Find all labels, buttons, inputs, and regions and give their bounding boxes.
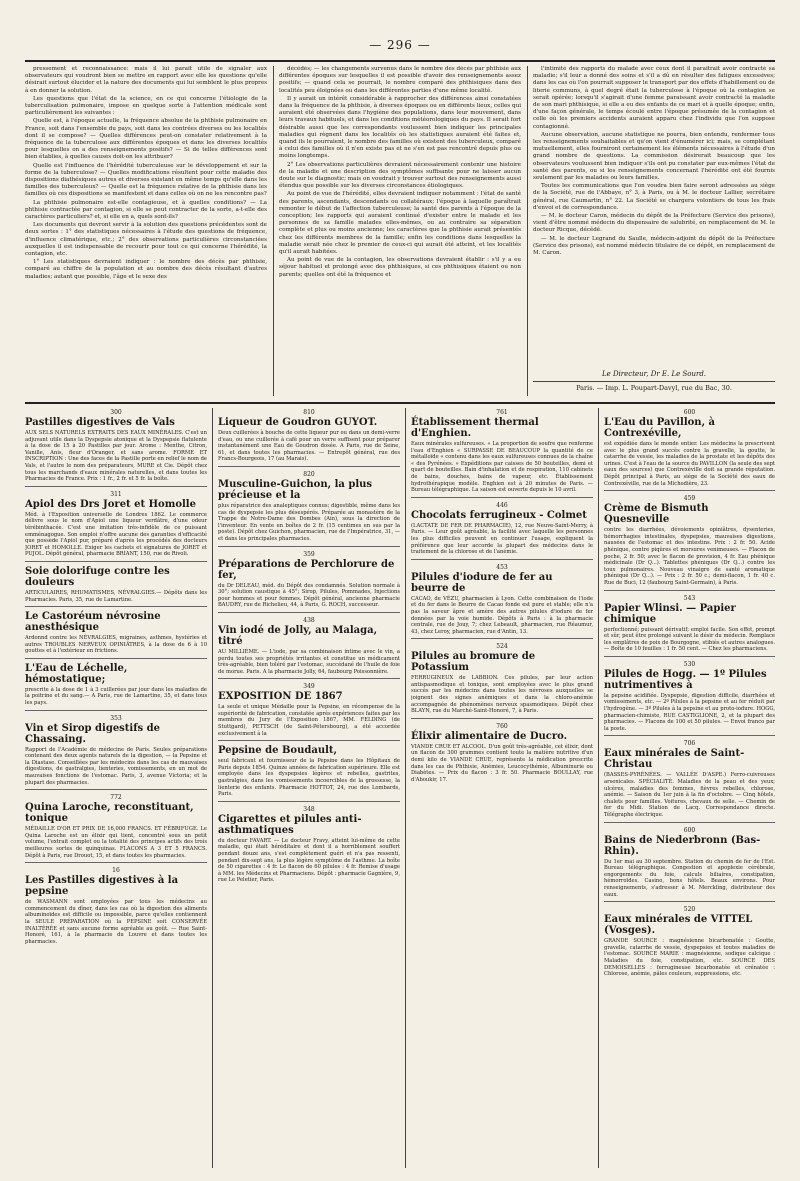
ad-body: La seule et unique Médaille pour la Pepsine, en récompense de la supériorité de fabrication, constatée après expériences faites par les membres du Jury de l'Exposition 1867, MM. FELDING (de Stuttgard), PETTSCH (de Saint-Pétersbourg), a été accordée exclusivement à la [218, 704, 400, 737]
ad-title: Les Pastilles digestives à la pepsine [25, 875, 179, 898]
ad-number: 459 [683, 495, 696, 503]
advertisement [604, 409, 775, 491]
ads-column-3 [411, 408, 593, 1128]
ad-title: Liqueur de Goudron GUYOT. [218, 417, 378, 428]
ad-body: perfectionné; puissant dérivatif; emploi facile. Son effet, prompt et sûr, peut être prolongé suivant le désir du médecin. Remplace les emplâtres de poix de Bourgogne, stibiés et autres analogues. — Boîte de 10 feuilles : 1 fr. 50 cent. — Chez les pharmaciens. [604, 626, 775, 653]
director-signature: Le Directeur, Dr E. Le Sourd. [601, 370, 707, 378]
ad-body: plus réparatrice des analeptiques connus; digestible, même dans les cas de dyspepsie les plus désespérés. Préparée au monastère de la Trappe de Notre-Dame des Dombes (Ain), sous la direction de l'inventeur. En vente en boîtes de 2 fr. (15 centimes en sus par la poste). Dépôt chez Guichon, pharmacien, rue de l'Impératrice, 31, — et dans les principales pharmacies. [218, 502, 400, 542]
article-column-1 [25, 66, 267, 396]
column-divider [273, 66, 274, 396]
ad-number: 453 [496, 563, 508, 571]
ad-number: 353 [110, 714, 122, 722]
advertisement [218, 471, 400, 547]
ad-number: 349 [303, 683, 315, 691]
ad-number: 16 [112, 867, 120, 875]
ads-column-4 [604, 408, 775, 1128]
ad-number: 760 [496, 722, 508, 730]
ad-number: 820 [303, 470, 315, 478]
ad-title: Papier Wlinsi. — Papier chimique [604, 602, 736, 625]
ad-number: 438 [303, 616, 315, 624]
advertisement [411, 723, 593, 787]
ad-body: Eaux minérales sulfureuses. « La proportion de soufre que renferme l'eau d'Enghien « SURPASSE DE BEAUCOUP la quantité de ce métalloïde « contenu dans les eaux sulfureuses connues de la chaîne « des Pyrénées. » Expéditions par caisses de 50 bouteilles, demi et quart de bouteilles. Bain d'inhalation et de respiration, 110 cabinets de bains, douches, bains de vapeur, etc. Établissement hydrothérapique modèle. Enghien est à 20 minutes de Paris. — Bureau télégraphique. La saison est ouverte depuis le 10 avril. [411, 441, 593, 494]
article-column-3 [533, 66, 775, 366]
ad-number: 446 [496, 501, 508, 509]
advertisement [25, 715, 207, 791]
ad-title: Soie dolorifuge contre les douleurs [25, 565, 170, 588]
ad-body: la pepsine acidifiée. Dyspepsie, digestion difficile, diarrhées et vomissements, etc. — 2º Pilules à la pepsine et au fer réduit par l'hydrogène. — 3º Pilules à la pepsine et au proto-iodure. HOGG, pharmacien-chimiste, RUE CASTIGLIONE, 2, et la plupart des pharmacies. — Flacons de 100 et 50 pilules. — Envoi franco par la poste. [604, 692, 775, 732]
ad-body: est expédiée dans le monde entier. Les médecins la prescrivent avec le plus grand succès contre la gravelle, la goutte, le catarrhe de vessie, les maladies de la prostate et les dépôts des urines. C'est à l'eau de la source du PAVILLON (la seule des sept eaux des sources) que Contrexéville doit sa grande réputation. Dépôt principal à Paris, au siège de la Société des eaux de Contrexéville, rue de la Michodière, 23. [604, 441, 775, 487]
column-divider [405, 408, 406, 1168]
column-divider [598, 408, 599, 1168]
advertisement [218, 683, 400, 741]
advertisement [604, 906, 775, 981]
ad-number: 524 [496, 643, 508, 651]
ad-number: 600 [683, 409, 696, 416]
advertisement [604, 827, 775, 903]
ad-title: Eaux minérales de VITTEL (Vosges). [604, 914, 753, 937]
ads-section-rule [25, 402, 775, 404]
ad-title: Musculine-Guichon, la plus précieuse et la [218, 478, 373, 501]
advertisement [25, 566, 207, 607]
advertisement [218, 806, 400, 887]
article-paragraph: pressement et reconnaissance: mais il lui paraît utile de signaler aux observateurs qui voudront bien se mettre en rapport avec elle les questions qu'elle désirait surtout élucider et la nature des documents qui lui semblent le plus propres à en donner la solution. [25, 66, 267, 94]
advertisement [25, 491, 207, 562]
advertisement [604, 740, 775, 822]
advertisement [218, 617, 400, 679]
ad-body: du docteur FAVART. — Le docteur Fravy, atteint lui-même de cette maladie, qui était héréditaire et dont il a horriblement souffert pendant douze ans, s'est complètement guéri et n'a pas ressenti, pendant dix-sept ans, la plus légère symptôme de l'asthme. La boîte de 50 cigarettes : 4 fr. Le flacon de 60 pilules : 4 fr. Remise d'usage à MM. les Médecins et Pharmaciens. Dépôt : pharmacie Gagnière, 9, rue Le Peletier, Paris. [218, 837, 400, 884]
article-paragraph: Quelle est l'influence de l'hérédité tuberculeuse sur le développement et sur la forme de la tuberculose? — Quelles modifications résultent pour cette maladie des dispositions diathésiques autres et diverses existant en même temps qu'elle dans les familles des tuberculeux? — Quelle est la fréquence relative de la phthisie dans les familles où ces dispositions se manifestent et dans celles où on ne les rencontre pas? [25, 162, 267, 198]
ad-number: 300 [110, 409, 122, 416]
ads-column-1 [25, 408, 207, 1128]
ad-title: EXPOSITION DE 1867 [218, 691, 343, 703]
article-paragraph: 2° Les observations particulières devraient nécessairement contenir une histoire de la maladie et une description des symptômes suffisante pour ne laisser aucun doute sur le diagnostic; mais on voudrait y trouver surtout des renseignements aussi étendus que possible sur les diverses circonstances étiologiques. [279, 161, 521, 190]
advertisement [218, 745, 400, 802]
advertisement [25, 663, 207, 711]
ad-body: VIANDE CRUE ET ALCOOL. D'un goût très-agréable, cet élixir, dont un flacon de 300 grammes contient toute la matière nutritive d'un demi kilo de VIANDE CRUE, représente la médication prescrite dans les cas de Phthisie, Anémies, Leucocythémie, Albuminurie ou Diabètes. — Prix du flacon : 3 fr. 50. Pharmacie BOULLAY, rue d'Aboukir, 17. [411, 743, 593, 783]
advertisement [411, 564, 593, 640]
ad-title: Pepsine de Boudault, [218, 745, 338, 757]
article-paragraph: — M. le docteur Caron, médecin du dépôt de la Préfecture (Service des prisons), vient d'être nommé médecin du dispensaire de salubrité, en remplacement de M. le docteur Ricque, décédé. [533, 213, 775, 234]
ad-body: Méd. à l'Exposition universelle de Londres 1862. Le commerce délivre sous le nom d'Apiol une liqueur verdâtre, d'une odeur térébinthacée. C'est une imitation très-infidèle de ce puissant emménagogue. Son emploi n'offre aucune des garanties d'efficacité que possède l'Apiol pur, préparé d'après les procédés des docteurs JORET et HOMOLLE. Exiger les cachets et signatures de JORET et PUJOL. Dépôt général, pharmacie BRIANT, 150, rue de Rivoli. [25, 511, 207, 558]
ad-title: Vin iodé de Jolly, au Malaga, titré [218, 624, 378, 647]
ad-body: CACAO, de VÉZU, pharmacien à Lyon. Cette combinaison de l'iode et du fer dans le Beurre de Cacao fonde est pure et stable; elle n'a pas la saveur âpre et amère des autres pilules d'iodure de fer données par la voie humide. Dépôts à Paris : à la pharmacie centrale, rue de Jouy, 7; chez Lebeault, pharmacien, rue Réaumur, 43, chez Leroy, pharmacien, rue d'Antin, 13. [411, 595, 593, 635]
ad-number: 810 [303, 409, 315, 416]
column-divider [212, 408, 213, 1168]
advertisement [604, 595, 775, 657]
ad-title: Préparations de Perchlorure de fer, [218, 558, 395, 581]
ad-number: 311 [110, 490, 122, 498]
ad-body: Rapport de l'Académie de médecine de Paris. Seules préparations contenant des deux agents naturels de la digestion, — la Pepsine et la Diastase. Conseillées par les médecins dans les cas de mauvaises digestions, de gastralgies, lienteries, vomissements, en un mot de mauvaises fonctions de l'estomac. Paris, 3, avenue Victoria; et la plupart des pharmacies. [25, 746, 207, 786]
top-rule [25, 60, 775, 62]
advertisement [25, 611, 207, 659]
ad-body: FERRUGINEUX de LABBION. Ces pilules, par leur action antispasmodique et tonique, sont employées avec le plus grand succès par les médecins dans toutes les névroses auxquelles se joignent des signes anémiques et dans la chloro-anémie accompagnée de phénomènes nerveux spasmodiques. Dépôt chez BLAYN, rue du Marché-Saint-Honoré, 7, à Paris. [411, 675, 593, 715]
article-paragraph: Les documents qui devront servir à la solution des questions précédentes sont de deux sortes : 1° des statistiques nécessaires à l'étude des questions de fréquence, d'influence climatérique, etc.; 2° des observations particulières circonstanciées auxquelles il est indispensable de recourir pour tout ce qui concerne l'hérédité, la contagion, etc. [25, 222, 267, 258]
ad-body: (LACTATE DE FER DE PHARMACIE), 12, rue Neuve-Saint-Merry, à Paris. — Leur goût agréable, la facilité avec laquelle les personnes les plus difficiles peuvent en continuer l'usage, expliquent la préférence que leur accorde la plupart des médecins dans le traitement de la chlorose et de l'anémie. [411, 522, 593, 556]
advertisement [25, 409, 207, 487]
advertisement [604, 661, 775, 737]
ad-body: MÉDAILLE D'OR ET PRIX DE 16,000 FRANCS. ET FÉBRIFUGE. Le Quina Laroche est un élixir qui tient, concentré sous un petit volume, l'extrait complet ou la totalité des principes actifs des trois meilleures sortes de quinquinas. FLACONS A 3 ET 5 FRANCS. Dépôt à Paris, rue Drouot, 15, et dans toutes les pharmacies. [25, 826, 207, 859]
ad-title: Quina Laroche, reconstituant, tonique [25, 802, 194, 825]
article-paragraph: — M. le docteur Legrand du Saulle, médecin-adjoint du dépôt de la Préfecture (Service des prisons), est nommé médecin titulaire de ce dépôt, en remplacement de M. Caron. [533, 235, 775, 257]
ad-body: contre les diarrhées, dévoiements opiniâtres, dysenteries, hémorrhagies intestinales, dyspepsies, mauvaises digestions, nausées de l'estomac et des intestins. Prix : 2 fr. 50. Acide phénique, contre piqûres et morsures venimeuses. — Flacon de poche, 2 fr. 50; avec le flacon de provision, 4 fr. Eau phénique médicinale (Dr Q...). Tablettes phéniques (Dr Q...) contre les toux pulmonaires. Nouveau vinaigre de santé aromatique phéniqué (Dr Q...). — Prix : 2 fr. 50 c.; demi-flacon, 1 fr. 40 c. Rue de Buci, 12 (faubourg Saint-Germain), à Paris. [604, 527, 775, 586]
ad-title: Élixir alimentaire de Ducro. [411, 730, 568, 742]
imprint-rule [533, 381, 775, 382]
ad-title: Chocolats ferrugineux - Colmet [411, 509, 587, 521]
article-paragraph: l'intimité des rapports du malade avec ceux dont il paraîtrait avoir contracté sa maladie; s'il leur a donné des soins et s'il a dû en résulter des fatigues excessives; dans les cas où l'on pourrait supposer le transport par des effets d'habillement ou de literie communs, à quel degré était la tuberculose à l'époque où la contagion se serait opérée; lorsqu'il s'agirait d'une femme paraissant avoir contracté la maladie de son mari phthisique, si elle a eu des enfants de ce mari et à quelle époque; enfin, d'une façon générale, le temps écoulé entre l'époque présumée de la contagion et celle où les premiers accidents auraient apparu chez l'individu que l'on suppose contagionné. [533, 66, 775, 130]
ad-body: (BASSES-PYRÉNÉES. — VALLÉE D'ASPE.) Ferro-cuivreuses arsenicales. SPÉCIALITÉ. Maladies de la peau et des yeux; ulcères, maladies des femmes, fièvres rebelles, chlorose, anémie. — Saison du 1er juin à la fin d'octobre. — Cinq hôtels, chalets pour familles. Voitures, chevaux de selle. — Chemin de fer du Midi. Station de Lacq. Correspondance directe. Télégraphe électrique. [604, 772, 775, 818]
ad-body: du Dr DELEAU, méd. du Dépôt des condamnés. Solution normale à 30°; solution caustique à 45°; Sirop, Pilules, Pommades, Injections pour hommes et pour femmes. Dépôt général, ancienne pharmacie BAUDRY, rue de Richelieu, 44, à Paris, G. ROCH, successeur. [218, 582, 400, 609]
ad-body: AUX SELS NATURELS EXTRAITS DES EAUX MINÉRALES. C'est un adjuvant utile dans la Dyspepsie atonique et la Dyspepsie flatulente à la dose de 15 à 20 Pastilles par jour. Arome : Menthe, Citron, Vanille, Anis, fleur d'Oranger, et sans arome. FORME ET INSCRIPTION : Une des faces de la Pastille porte en relief le nom de Vals, et l'autre le nom des préparateurs, MURE et Cie. Dépôt chez tous les marchands d'eaux minérales naturelles, et dans toutes les Pharmacies de France. Prix : 1 fr., 2 fr. et 5 fr. la boîte. [25, 430, 207, 483]
ad-body: GRANDE SOURCE : magnésienne bicarbonatée : Goutte, gravelle, catarrhe de vessie, dyspepsies et toutes maladies de l'estomac. SOURCE MARIE : magnésienne, sodique calcique : Maladies du foie, constipation, etc. SOURCE DES DEMOISELLES : ferrugineuse bicarbonatée et crénatée : Chlorose, anémie, pâles couleurs, suppressions, etc. [604, 938, 775, 978]
ad-title: L'Eau de Léchelle, hémostatique; [25, 662, 128, 685]
ad-number: 359 [303, 550, 315, 558]
ad-title: Pastilles digestives de Vals [25, 417, 175, 428]
imprint: Paris. — Imp. L. Poupart-Davyl, rue du Bac, 30. [576, 384, 732, 392]
ad-number: 543 [683, 594, 696, 602]
ad-number: 761 [496, 409, 508, 416]
ad-title: Le Castoréum névrosine anesthésique [25, 611, 161, 634]
ad-body: ARTICULAIRES, RHUMATISMES, NÉVRALGIES.— Dépôts dans les Pharmacies. Paris, 35, rue de Lamartine. [25, 589, 207, 603]
article-paragraph: Il y aurait un intérêt considérable à rapprocher des différences ainsi constatées dans la fréquence de la phthisie, à diverses époques ou en différents lieux, celles qui auraient été observées dans l'hygiène des populations, dans leur mouvement, dans leurs travaux habituels, et dans les conditions météorologiques du pays. Il serait fort désirable aussi que les correspondants voulussent bien indiquer les principales maladies qui règnent dans les localités où les statistiques auraient été faites et, quand ils le pourraient, le nombre des familles où existent des tuberculeux, comparé à celui des familles où il n'en existe pas et ne s'en est pas rencontré depuis plus ou moins longtemps. [279, 95, 521, 160]
ad-number: 600 [683, 826, 696, 834]
ads-column-2 [218, 408, 400, 1128]
advertisement [604, 495, 775, 590]
ad-title: Pilules au bromure de Potassium [411, 651, 536, 674]
article-paragraph: Toutes les communications que l'on voudra bien faire seront adressées au siège de la Société, rue de l'Abbaye, n° 3, à Paris, ou à M. le docteur Lallier, secrétaire général, rue Caumartin, n° 22. La Société se chargera volontiers de tous les frais d'envoi et de correspondance. [533, 183, 775, 211]
advertisement [25, 867, 207, 948]
ad-number: 530 [683, 660, 696, 668]
article-paragraph: Les questions que l'état de la science, en ce qui concerne l'étiologie de la tuberculisation pulmonaire, impose en quelque sorte à l'attention médicale sont particulièrement les suivantes : [25, 95, 267, 117]
ad-title: Apiol des Drs Joret et Homolle [25, 498, 196, 510]
advertisement [218, 551, 400, 613]
ad-number: 706 [683, 740, 696, 748]
advertisement [411, 409, 593, 498]
ad-number: 772 [110, 794, 122, 802]
ad-body: Deux cuillerées à bouche de cette liqueur pur ou dans un demi-verre d'eau, ou une cuillerée à café pour un verre suffisent pour préparer instantanément une Eau de Goudron dosée. A Paris, rue de Seine, 61, et dans toutes les pharmacies. — Entrepôt général, rue des Francs-Bourgeois, 17 (au Marais). [218, 430, 400, 463]
page-number: — 296 — [369, 38, 431, 52]
ad-body: AU MILLIÈME. — L'iode, par sa combinaison intime avec le vin, a perdu toutes ses propriétés irritantes et constitue un médicament très-agréable, bien toléré par l'estomac, succédané de l'huile de foie de morue. Paris. A la pharmacie Jolly, 64, faubourg Poissonnière. [218, 648, 400, 675]
article-paragraph: Au point de vue de la contagion, les observations devraient établir : s'il y a eu séjour habituel et prolongé avec des phthisiques, si ces phthisiques étaient ou non parents; quelles ont été la fréquence et [279, 257, 521, 278]
advertisement [411, 502, 593, 560]
ad-number: 520 [683, 906, 696, 914]
ad-title: Bains de Niederbronn (Bas-Rhin). [604, 834, 761, 857]
article-paragraph: décédés; — les changements survenus dans le nombre des décès par phthisie aux différentes époques sur lesquelles il est possible d'avoir des renseignements assez positifs; — quand cela se pourrait, le nombre comparé des phthisiques dans des localités peu éloignées ou dans les différentes parties d'une même localité. [279, 66, 521, 94]
ad-title: L'Eau du Pavillon, à Contrexéville, [604, 417, 716, 439]
ad-body: de WASMANN sont employées par tous les médecins au commencement du dîner, dans les cas où la digestion des aliments albuminoïdes est difficile ou impossible, parce qu'elles contiennent la SEULE PRÉPARATION où la PEPSINE soit CONSERVÉE INALTÉRÉE et sans aucune forme agréable au goût. — Rue Saint-Honoré, 161, à la pharmacie du Louvre et dans toutes les pharmacies. [25, 899, 207, 945]
article-paragraph: Aucune observation, aucune statistique ne pourra, bien entendu, renfermer tous les renseignements souhaitables et qu'on vient d'énumérer ici; mais, se complétant mutuellement, elles fourniront certainement les éléments nécessaires à l'étude d'un grand nombre de questions. La commission désirerait beaucoup que les observateurs voulussent bien indiquer s'ils ont pu constater par eux-mêmes l'état de santé des parents, ou si les renseignements concernant l'hérédité ont été fournis seulement par les malades ou leurs familles. [533, 131, 775, 182]
column-divider [527, 66, 528, 396]
ad-body: Ardonnd contre les NÉVRALGIES, migraines, asthmes, hystéries et autres TROUBLES NERVEUX OPINIÂTRES, à la dose de 6 à 10 gouttes et à l'extérieur en frictions. [25, 635, 207, 655]
ad-body: Du 1er mai au 30 septembre. Station du chemin de fer de l'Est. Bureau télégraphique. Congestion et apoplexie cérébrale, engorgements du foie, calculs biliaires, constipation, hémorroïdes. Casino, bons hôtels. Beaux environs. Pour renseignements, s'adresser à M. Merckling, distributeur des eaux. [604, 858, 775, 898]
ad-title: Établissement thermal d'Enghien. [411, 417, 539, 439]
ad-title: Vin et Sirop digestifs de Chassaing. [25, 722, 160, 745]
ad-title: Pilules de Hogg. — 1º Pilules nutrimentives à [604, 668, 767, 691]
article-paragraph: Au point de vue de l'hérédité, elles devraient indiquer notamment : l'état de santé des parents, ascendants, descendants ou collatéraux; l'époque à laquelle paraîtrait remonter le début de l'affection tuberculeuse; la santé des parents à l'époque de la conception; les rapports qui auraient continué d'exister entre le malade et les personnes de sa famille malades elles-mêmes, ou au contraire sa séparation complète et plus ou moins ancienne; les caractères que la phthisie aurait présentés chez les différents membres de la famille; enfin les conditions dans lesquelles la maladie serait née chez le premier de ceux-ci qui aurait été atteint, et les localités qu'il aurait habitées. [279, 191, 521, 256]
ad-body: seul fabricant et fournisseur de la Pepsine dans les Hôpitaux de Paris depuis 1854. Quinze années de fabrication supérieure. Elle est employée dans les dyspepsies légères et rebelles, gastrites, gastralgies, dans les vomissements incoercibles de la grossesse, la lienterie des enfants. Pharmacie HOTTOT, 24, rue des Lombards, Paris. [218, 758, 400, 798]
ad-title: Pilules d'iodure de fer au beurre de [411, 571, 553, 594]
ad-body: prescrite à la dose de 1 à 3 cuillerées par jour dans les maladies de la poitrine et du sang.— A Paris, rue de Lamartine, 35, et dans tous les pays. [25, 686, 207, 707]
ad-title: Cigarettes et pilules anti-asthmatiques [218, 813, 362, 836]
ad-title: Eaux minérales de Saint-Christau [604, 748, 745, 771]
article-paragraph: Quelle est, à l'époque actuelle, la fréquence absolue de la phthisie pulmonaire en France, soit dans l'ensemble du pays, soit dans les contrées diverses ou les localités dont il se compose? — Quelles différences peut-on constater relativement à la fréquence de la tuberculose aux différentes époques et dans les diverses localités pour lesquelles on a des renseignements positifs? — Si de telles différences sont bien établies, à quelles causes doit-on les attribuer? [25, 118, 267, 161]
article-column-2 [279, 66, 521, 396]
ad-title: Crème de Bismuth Quesneville [604, 503, 709, 526]
ad-number: 348 [303, 805, 315, 813]
article-paragraph: 1° Les statistiques devraient indiquer : le nombre des décès par phthisie, comparé au chiffre de la population et au nombre des décès résultant d'autres maladies; autant que possible, l'âge et le sexe des [25, 259, 267, 280]
article-paragraph: La phthisie pulmonaire est-elle contagieuse, et à quelles conditions? — La phthisie contractée par contagion, si elle se peut contracter de la sorte, a-t-elle des caractères particuliers? et, si elle en a, quels sont-ils? [25, 199, 267, 221]
advertisement [25, 794, 207, 863]
advertisement [411, 643, 593, 719]
advertisement [218, 409, 400, 467]
